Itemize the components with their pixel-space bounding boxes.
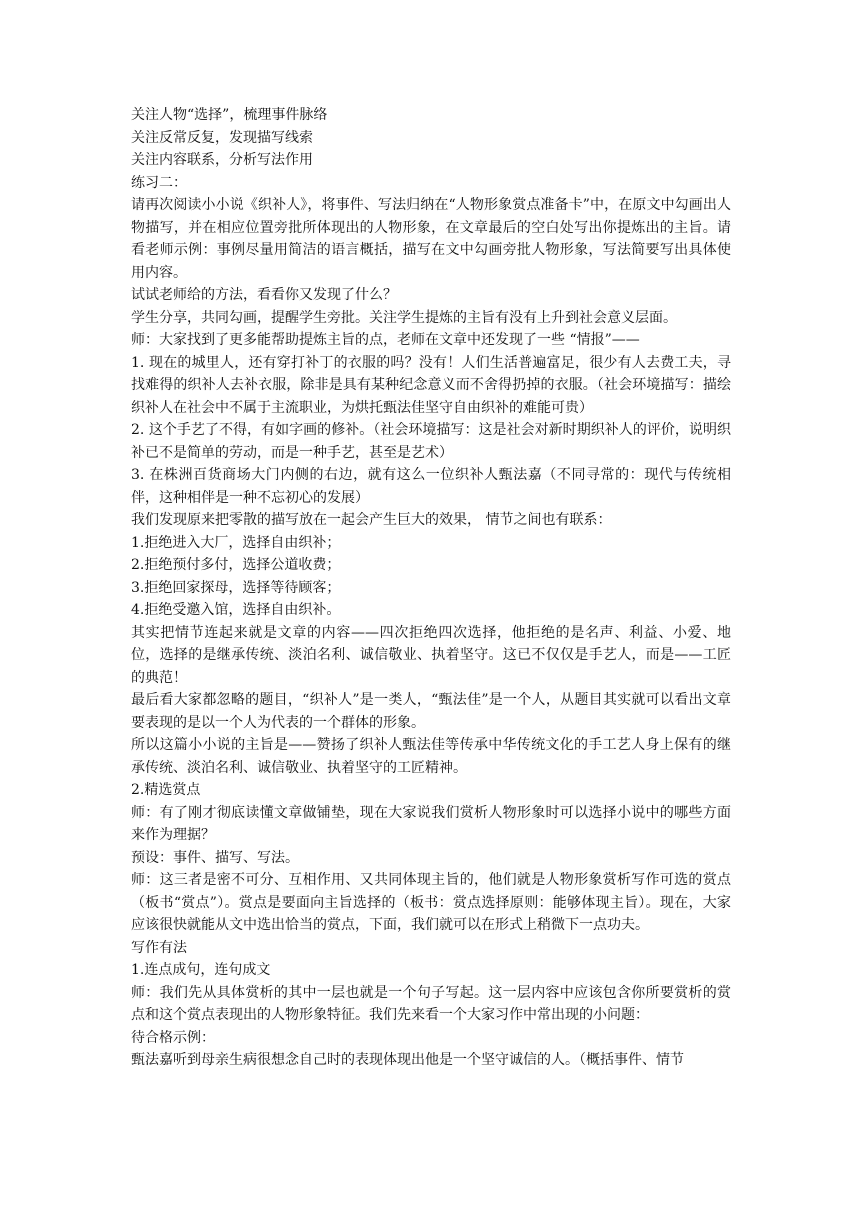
text-line: 2.拒绝预付多付，选择公道收费； (131, 557, 341, 573)
text-line: 3. 在株洲百货商场大门内侧的右边，就有这么一位织补人甄法嘉（不同寻常的：现代与传统相伴，这种相伴是一种不忘初心的发展） (131, 467, 731, 506)
text-line: 待合格示例： (131, 1029, 215, 1046)
text-line: 师：这三者是密不可分、互相作用、又共同体现主旨的，他们就是人物形象赏析写作可选的赏点（板书“赏点”）。赏点是要面向主旨选择的（板书：赏点选择原则：能够体现主旨）。现在，大家应该很快就能从文中选出恰当的赏点，下面，我们就可以在形式上稍微下一点功夫。 (131, 872, 731, 933)
text-line: 4.拒绝受邀入馆，选择自由织补。 (131, 602, 341, 618)
text-line: 1.拒绝进入大厂，选择自由织补； (131, 534, 341, 551)
text-line: 预设：事件、描写、写法。 (131, 849, 299, 866)
text-line: 练习二： (131, 174, 187, 191)
text-line: 师：大家找到了更多能帮助提炼主旨的点，老师在文章中还发现了一些 “情报”—— (131, 332, 640, 348)
text-line: 我们发现原来把零散的描写放在一起会产生巨大的效果， 情节之间也有联系： (131, 512, 612, 528)
text-line: 关注人物“选择”，梳理事件脉络 (131, 107, 328, 123)
document-body (131, 104, 731, 1072)
text-line: 所以这篇小小说的主旨是——赞扬了织补人甄法佳等传承中华传统文化的手工艺人身上保有的继承传统、淡泊名利、诚信敬业、执着坚守的工匠精神。 (131, 737, 731, 776)
text-line: 1. 现在的城里人，还有穿打补丁的衣服的吗？没有！人们生活普遍富足，很少有人去费工夫，寻找难得的织补人去补衣服，除非是具有某种纪念意义而不舍得扔掉的衣服。（社会环境描写：描绘织补人在社会中不属于主流职业，为烘托甄法佳坚守自由织补的难能可贵） (131, 354, 731, 416)
text-line: 2.精选赏点 (131, 782, 201, 798)
text-line: 关注反常反复，发现描写线索 (131, 129, 313, 146)
text-line: 学生分享，共同勾画，提醒学生旁批。关注学生提炼的主旨有没有上升到社会意义层面。 (131, 309, 677, 326)
text-line: 师：有了刚才彻底读懂文章做铺垫，现在大家说我们赏析人物形象时可以选择小说中的哪些方面来作为理据？ (131, 804, 731, 843)
text-line: 试试老师给的方法，看看你又发现了什么？ (131, 287, 397, 303)
text-line: 3.拒绝回家探母，选择等待顾客； (131, 579, 341, 596)
text-line: 最后看大家都忽略的题目，“织补人”是一类人，“甄法佳”是一个人，从题目其实就可以看出文章要表现的是以一个人为代表的一个群体的形象。 (131, 692, 731, 731)
text-line: 关注内容联系，分析写法作用 (131, 152, 313, 168)
text-line: 请再次阅读小小说《织补人》，将事件、写法归纳在“人物形象赏点准备卡”中，在原文中勾画出人物描写，并在相应位置旁批所体现出的人物形象，在文章最后的空白处写出你提炼出的主旨。请看老师示例：事例尽量用简洁的语言概括，描写在文中勾画旁批人物形象，写法简要写出具体使用内容。 (131, 197, 731, 281)
text-line: 甄法嘉听到母亲生病很想念自己时的表现体现出他是一个坚守诚信的人。（概括事件、情节 (131, 1052, 684, 1068)
text-line: 写作有法 (131, 939, 187, 956)
text-line: 2. 这个手艺了不得，有如字画的修补。（社会环境描写：这是社会对新时期织补人的评价，说明织补已不是简单的劳动，而是一种手艺，甚至是艺术） (131, 422, 731, 461)
text-line: 师：我们先从具体赏析的其中一层也就是一个句子写起。这一层内容中应该包含你所要赏析的赏点和这个赏点表现出的人物形象特征。我们先来看一个大家习作中常出现的小问题： (131, 984, 731, 1023)
text-line: 1.连点成句，连句成文 (131, 962, 271, 978)
text-line: 其实把情节连起来就是文章的内容——四次拒绝四次选择，他拒绝的是名声、利益、小爱、地位，选择的是继承传统、淡泊名利、诚信敬业、执着坚守。这已不仅仅是手艺人，而是——工匠的典范！ (131, 624, 731, 686)
